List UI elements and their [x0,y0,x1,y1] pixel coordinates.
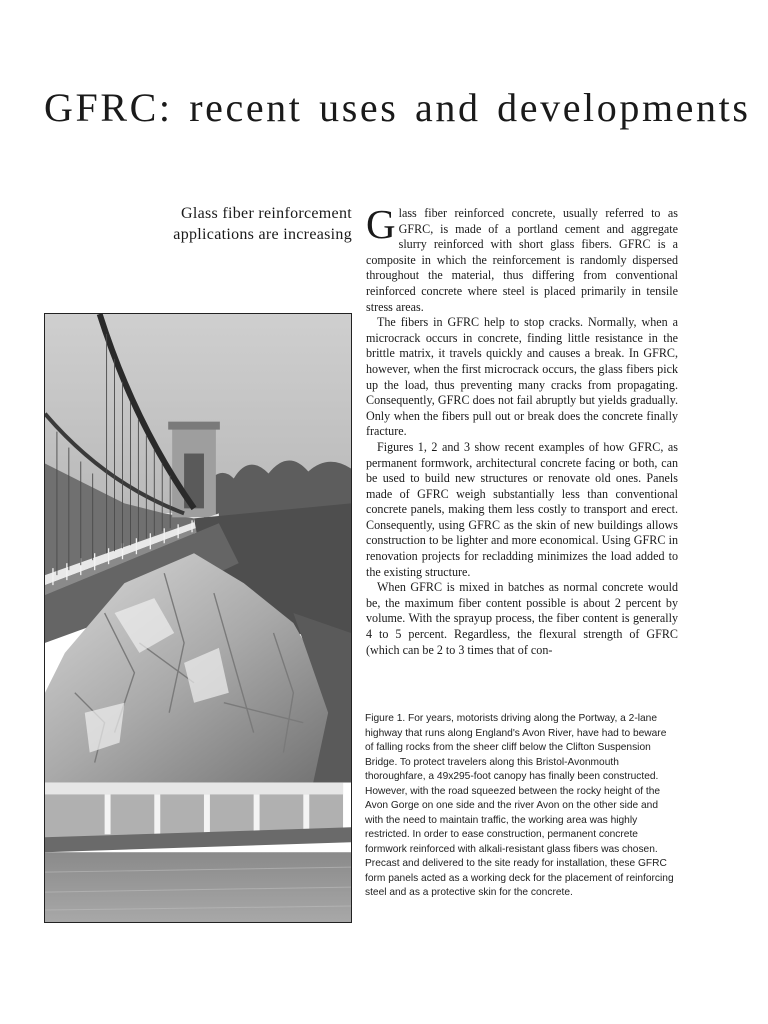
page-title: GFRC: recent uses and developments [44,85,751,130]
bridge-photo-illustration [45,314,351,922]
paragraph-1 [366,201,678,315]
article-body [366,201,678,658]
subtitle [112,203,352,245]
paragraph-1-text: lass fiber reinforced concrete, usually referred to as GFRC, is made of a portland cement and aggregate slurry reinforced with short glass fibers. GFRC is a composite in which the reinforcement is randomly dispersed throughout the material, thus differing from conventional reinforced concrete where steel is placed primarily in tensile stress areas. [366,206,678,314]
subtitle-line-1: Glass fiber reinforcement [181,205,352,222]
paragraph-2: The fibers in GFRC help to stop cracks. Normally, when a microcrack occurs in concrete, finding little resistance in the brittle matrix, it travels quickly and causes a break. In GFRC, however, when the first microcrack occurs, the glass fibers pick up the load, thus preventing many cracks from propagating. Consequently, GFRC does not fail abruptly but yields gradually. Only when the fibers pull out or break does the concrete finally fracture. [366,315,678,439]
paragraph-3: Figures 1, 2 and 3 show recent examples of how GFRC, as permanent formwork, architectural concrete facing or both, can be used to build new structures or renovate old ones. Panels made of GFRC weigh substantially less than conventional concrete panels, making them less costly to transport and erect. Consequently, using GFRC as the skin of new buildings allows construction to be lighter and more economical. Using GFRC in renovation projects for recladding minimizes the load added to the existing structure. [366,439,678,579]
paragraph-4: When GFRC is mixed in batches as normal concrete would be, the maximum fiber content possible is about 2 percent by volume. With the sprayup process, the fiber content is generally 4 to 5 percent. Regardless, the flexural strength of GFRC (which can be 2 to 3 times that of con- [366,580,678,657]
bridge-cliff-photo [44,313,352,923]
figure-caption: Figure 1. For years, motorists driving along the Portway, a 2-lane highway that runs along England's Avon River, have had to beware of falling rocks from the sheer cliff below the Clifton Suspension Bridge. To protect travelers along this Bristol-Avonmouth thoroughfare, a 49x295-foot canopy has finally been constructed. However, with the road squeezed between the rocky height of the Avon Gorge on one side and the river Avon on the other side and with the need to maintain traffic, the working area was highly restricted. In order to ease construction, permanent concrete formwork reinforced with alkali-resistant glass fibers was chosen. Precast and delivered to the site ready for installation, these GFRC form panels acted as a working deck for the placement of reinforcing steel and as a protective skin for the concrete. [365,713,674,898]
subtitle-line-2: applications are increasing [173,226,352,243]
drop-cap: G [366,201,396,247]
